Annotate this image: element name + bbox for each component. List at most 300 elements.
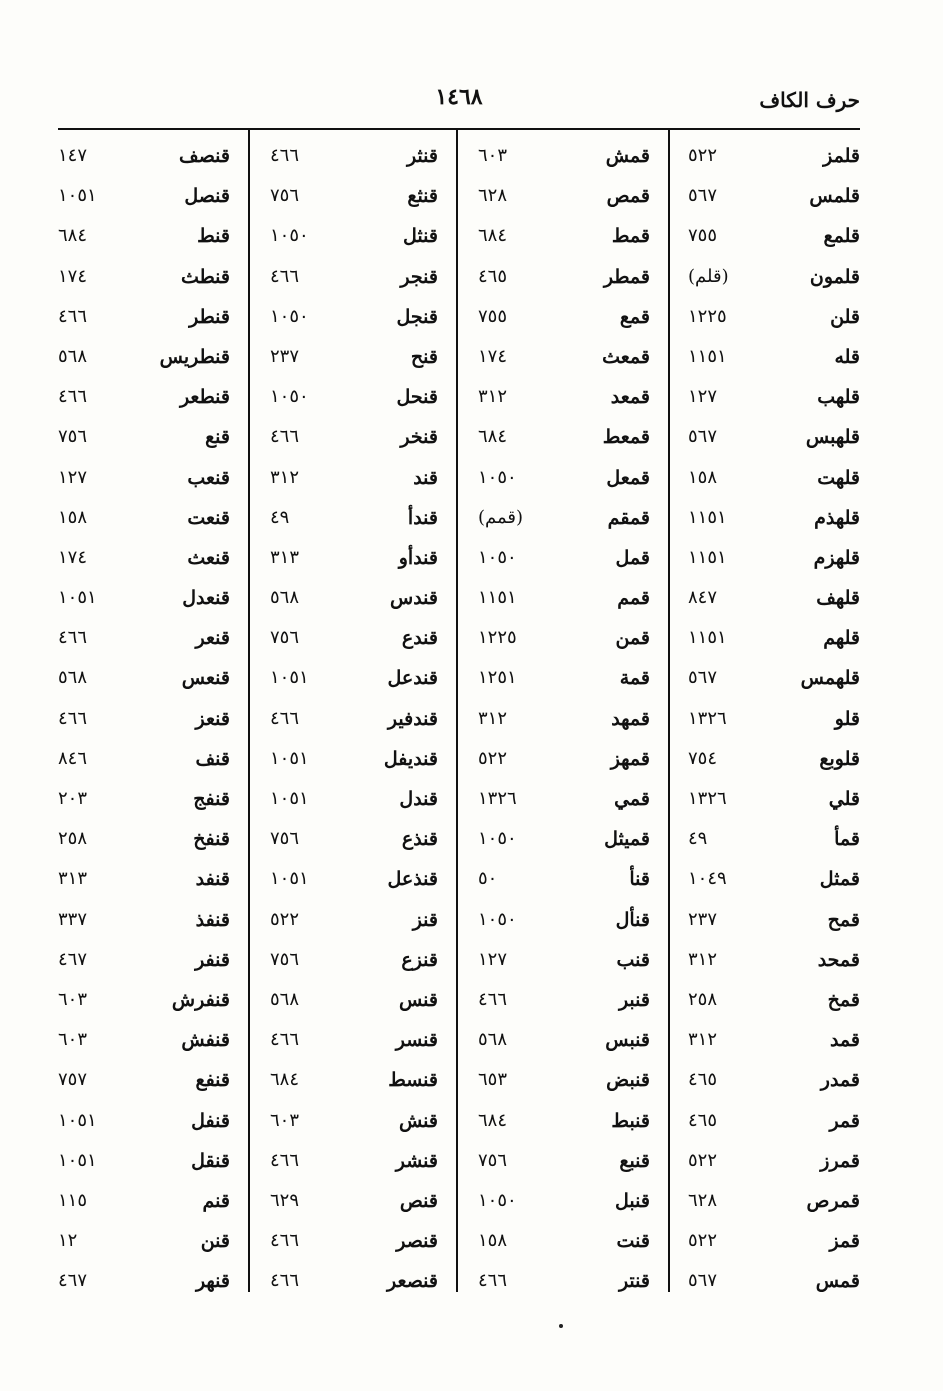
- entry-word: قلهبس: [805, 426, 860, 449]
- entry-page-number: ١٠٥٠: [478, 908, 517, 930]
- entry-word: قنأ: [629, 868, 650, 891]
- entry-page-number: ١١٥: [58, 1189, 88, 1211]
- index-entry: [58, 501, 230, 541]
- entry-word: قنص: [399, 1189, 438, 1212]
- index-entry: [688, 179, 860, 219]
- entry-page-number: ١٢٧: [688, 386, 718, 408]
- entry-word: قنن: [200, 1230, 230, 1253]
- entry-page-number: ٥٢٢: [688, 145, 718, 166]
- index-entry: [478, 661, 650, 701]
- index-entry: [688, 742, 860, 782]
- entry-page-number: ٦٠٣: [58, 988, 88, 1010]
- index-entry: [58, 702, 230, 742]
- entry-page-number: ١٢٥١: [478, 667, 517, 689]
- index-entry: [270, 903, 438, 943]
- index-entry: [688, 1184, 860, 1224]
- index-entry: [688, 1264, 860, 1304]
- index-entry: [478, 822, 650, 862]
- entry-word: قنفج: [193, 788, 230, 810]
- entry-word: قنعب: [187, 466, 230, 489]
- entry-word: قندع: [401, 627, 438, 650]
- entry-page-number: ١٠٥٠: [270, 386, 309, 408]
- entry-word: قمحد: [817, 948, 860, 971]
- entry-word: قلهذم: [814, 506, 860, 529]
- entry-page-number: ٧٥٥: [688, 225, 718, 247]
- entry-word: قنطعر: [179, 386, 230, 409]
- entry-page-number: ٨٤٧: [688, 587, 718, 609]
- entry-page-number: ٧٥٥: [478, 305, 508, 327]
- entry-word: قنخر: [400, 426, 438, 449]
- entry-page-number: ١٠٥٠: [478, 546, 517, 568]
- entry-word: قنبع: [619, 1149, 650, 1172]
- entry-page-number: ٥٦٧: [688, 185, 718, 207]
- entry-word: قنزع: [401, 948, 438, 971]
- entry-word: قمس: [815, 1270, 860, 1293]
- index-entry: [58, 1104, 230, 1144]
- entry-page-number: ٤٦٦: [58, 627, 88, 649]
- index-column-4: [58, 139, 230, 1304]
- index-entry: [478, 1264, 650, 1304]
- entry-page-number: ٣١٢: [688, 1029, 718, 1051]
- index-entry: [478, 380, 650, 420]
- entry-word: قندس: [390, 587, 438, 610]
- entry-word: قلهمس: [800, 667, 860, 690]
- entry-word: قنشر: [395, 1149, 438, 1172]
- entry-word: قمم: [617, 587, 650, 610]
- column-divider: [668, 130, 670, 1292]
- entry-word: قلمس: [809, 185, 860, 208]
- index-column-2: [478, 139, 650, 1304]
- entry-word: قمة: [619, 667, 650, 690]
- entry-word: قندعل: [387, 667, 438, 690]
- entry-page-number: ١٧٤: [478, 345, 508, 367]
- entry-word: قنبر: [618, 988, 650, 1011]
- index-entry: [478, 943, 650, 983]
- entry-word: قمد: [829, 1029, 860, 1052]
- entry-page-number: ٢٠٣: [58, 788, 88, 809]
- entry-word: قنب: [616, 948, 650, 971]
- index-entry: [58, 782, 230, 822]
- index-entry: [478, 1224, 650, 1264]
- index-entry: [58, 300, 230, 340]
- entry-page-number: ٧٥٦: [270, 185, 300, 207]
- entry-word: قلمون: [809, 265, 860, 288]
- entry-word: قمر: [829, 1109, 860, 1132]
- index-entry: [270, 501, 438, 541]
- index-entry: [478, 862, 650, 902]
- entry-word: قمدر: [820, 1069, 860, 1092]
- entry-page-number: ١٧٤: [58, 265, 88, 287]
- index-entry: [58, 541, 230, 581]
- entry-page-number: ١٣٢٦: [688, 707, 727, 729]
- index-entry: [688, 822, 860, 862]
- entry-page-number: ١٢: [58, 1230, 78, 1252]
- entry-word: قنصل: [184, 185, 230, 208]
- entry-page-number: ١١٥١: [688, 506, 727, 528]
- entry-page-number: ١٥٨: [478, 1230, 508, 1252]
- entry-page-number: ٦٨٤: [270, 1069, 300, 1091]
- entry-word: قنطريس: [159, 345, 230, 368]
- entry-page-number: ٤٦٦: [478, 1270, 508, 1292]
- index-entry: [270, 742, 438, 782]
- entry-word: قنعت: [187, 506, 230, 529]
- entry-word: قمهز: [610, 747, 650, 770]
- entry-page-number: ٦٠٣: [478, 145, 508, 166]
- entry-word: قند: [413, 466, 438, 489]
- entry-page-number: ٥٦٨: [270, 587, 300, 609]
- entry-page-number: ٤٦٦: [270, 707, 300, 729]
- entry-page-number: ٧٥٦: [58, 426, 88, 448]
- entry-word: قلهب: [817, 386, 860, 409]
- entry-page-number: ٦٢٩: [270, 1189, 300, 1211]
- index-entry: [270, 1063, 438, 1103]
- entry-word: قنصف: [179, 145, 230, 167]
- index-entry: [478, 340, 650, 380]
- index-entry: [688, 782, 860, 822]
- entry-page-number: ٦٠٣: [58, 1029, 88, 1051]
- entry-page-number: ٤٦٥: [688, 1109, 718, 1131]
- index-entry: [270, 943, 438, 983]
- footer-dot: [559, 1324, 563, 1328]
- entry-word: قمخ: [827, 988, 860, 1011]
- entry-word: قلهم: [823, 627, 860, 650]
- entry-page-number: ٤٦٧: [58, 948, 88, 970]
- entry-word: قمعد: [610, 386, 650, 409]
- index-entry: [58, 1184, 230, 1224]
- index-entry: [478, 139, 650, 179]
- entry-page-number: ١٤٧: [58, 145, 88, 166]
- index-entry: [58, 420, 230, 460]
- entry-page-number: ٣١٢: [688, 948, 718, 970]
- entry-page-number: ٥٠: [478, 868, 498, 890]
- entry-word: قمرص: [806, 1189, 860, 1212]
- index-entry: [688, 380, 860, 420]
- index-entry: [270, 1104, 438, 1144]
- entry-page-number: ٧٥٦: [270, 828, 300, 850]
- index-entry: [58, 139, 230, 179]
- index-entry: [688, 903, 860, 943]
- entry-word: قمعط: [602, 426, 650, 449]
- entry-page-number: (قمم): [478, 506, 524, 528]
- index-entry: [58, 581, 230, 621]
- entry-word: قنصعر: [387, 1270, 438, 1293]
- index-entry: [478, 179, 650, 219]
- index-entry: [270, 702, 438, 742]
- entry-page-number: ٥٢٢: [270, 908, 300, 930]
- index-entry: [478, 581, 650, 621]
- entry-word: قنأل: [615, 908, 650, 931]
- entry-word: قنعث: [187, 546, 230, 569]
- entry-word: قمع: [619, 305, 650, 328]
- entry-page-number: ٤٦٥: [688, 1069, 718, 1091]
- entry-word: قنح: [410, 345, 438, 368]
- index-entry: [58, 1264, 230, 1304]
- index-entry: [270, 661, 438, 701]
- entry-word: قله: [834, 345, 860, 368]
- entry-word: قنبط: [611, 1109, 650, 1132]
- entry-page-number: ٣١٢: [270, 466, 300, 488]
- entry-page-number: ٤٩: [270, 506, 290, 528]
- entry-word: قمعل: [606, 466, 650, 489]
- index-entry: [58, 903, 230, 943]
- entry-word: قمي: [614, 788, 650, 810]
- index-entry: [58, 1023, 230, 1063]
- entry-page-number: ١٠٤٩: [688, 868, 727, 890]
- index-entry: [58, 1224, 230, 1264]
- index-entry: [478, 1184, 650, 1224]
- entry-word: قمقم: [607, 506, 650, 529]
- index-entry: [688, 139, 860, 179]
- index-entry: [688, 661, 860, 701]
- entry-page-number: ٦٢٨: [478, 185, 508, 207]
- entry-page-number: ١٥٨: [688, 466, 718, 488]
- entry-page-number: ٥٢٢: [688, 1230, 718, 1252]
- entry-page-number: ٦٨٤: [478, 225, 508, 247]
- index-entry: [58, 340, 230, 380]
- entry-page-number: ١٠٥٠: [270, 225, 309, 247]
- index-entry: [688, 581, 860, 621]
- entry-page-number: ١٠٥١: [58, 1149, 97, 1171]
- entry-word: قنسر: [395, 1029, 438, 1052]
- entry-word: قنذعل: [387, 868, 438, 891]
- entry-page-number: ١٢٧: [478, 948, 508, 970]
- entry-word: قنجل: [396, 305, 438, 328]
- entry-word: قنعز: [195, 707, 230, 730]
- index-entry: [688, 702, 860, 742]
- index-entry: [270, 1184, 438, 1224]
- index-entry: [688, 1023, 860, 1063]
- index-entry: [478, 782, 650, 822]
- entry-page-number: ١٣٢٦: [478, 788, 517, 809]
- index-column-3: [270, 139, 438, 1304]
- index-entry: [270, 822, 438, 862]
- entry-word: قمص: [606, 185, 650, 208]
- entry-page-number: ٥٦٨: [478, 1029, 508, 1051]
- entry-word: قلهزم: [813, 546, 860, 569]
- entry-page-number: ١٠٥١: [270, 747, 309, 769]
- entry-page-number: ٤٦٦: [270, 1029, 300, 1051]
- column-divider: [248, 130, 250, 1292]
- entry-page-number: ٣١٢: [478, 386, 508, 408]
- entry-word: قلوبع: [819, 747, 860, 770]
- page-header: [58, 84, 860, 124]
- entry-page-number: ٧٥٤: [688, 747, 718, 769]
- entry-page-number: ١١٥١: [688, 627, 727, 649]
- entry-page-number: ٧٥٦: [270, 948, 300, 970]
- index-entry: [270, 983, 438, 1023]
- entry-word: قلمع: [823, 225, 860, 248]
- index-entry: [478, 1104, 650, 1144]
- entry-word: قمعث: [602, 345, 650, 368]
- entry-word: قمش: [605, 145, 650, 167]
- index-entry: [478, 1063, 650, 1103]
- entry-word: قنع: [205, 426, 230, 449]
- entry-word: قنهر: [195, 1270, 230, 1293]
- entry-page-number: ٨٤٦: [58, 747, 88, 769]
- header-rule: [58, 128, 860, 130]
- entry-word: قنف: [195, 747, 230, 770]
- entry-page-number: ٦٨٤: [58, 225, 88, 247]
- entry-page-number: ١٠٥٠: [478, 466, 517, 488]
- entry-page-number: ٢٥٨: [688, 988, 718, 1010]
- index-entry: [478, 461, 650, 501]
- entry-page-number: ٤٦٦: [270, 1149, 300, 1171]
- entry-word: قنطث: [180, 265, 230, 288]
- entry-page-number: ٢٥٨: [58, 828, 88, 850]
- entry-page-number: ٤٦٦: [270, 426, 300, 448]
- entry-word: قندفير: [387, 707, 438, 730]
- entry-page-number: ٦٨٤: [478, 426, 508, 448]
- entry-word: قنثع: [407, 185, 438, 208]
- entry-page-number: ٥٦٧: [688, 1270, 718, 1292]
- index-entry: [688, 943, 860, 983]
- entry-page-number: ١٠٥١: [58, 185, 97, 207]
- entry-word: قمثل: [819, 868, 860, 891]
- entry-word: قلهف: [816, 587, 860, 610]
- column-divider: [456, 130, 458, 1292]
- index-entry: [58, 1144, 230, 1184]
- entry-word: قندل: [399, 788, 438, 810]
- index-entry: [270, 260, 438, 300]
- entry-page-number: ١٠٥١: [58, 587, 97, 609]
- entry-word: قمط: [611, 225, 650, 248]
- entry-word: قنقل: [191, 1149, 230, 1172]
- entry-page-number: (قلم): [688, 265, 729, 287]
- entry-word: قندأو: [398, 546, 438, 569]
- index-entry: [478, 1144, 650, 1184]
- index-entry: [58, 380, 230, 420]
- entry-page-number: ٦٠٣: [270, 1109, 300, 1131]
- entry-word: قنعدل: [182, 587, 230, 610]
- entry-word: قنز: [412, 908, 438, 931]
- entry-page-number: ١٧٤: [58, 546, 88, 568]
- entry-page-number: ٣١٢: [478, 707, 508, 729]
- entry-page-number: ٤٦٦: [270, 1270, 300, 1292]
- index-entry: [270, 420, 438, 460]
- index-entry: [270, 1144, 438, 1184]
- index-entry: [688, 1224, 860, 1264]
- entry-page-number: ٣١٣: [58, 868, 88, 890]
- index-entry: [58, 219, 230, 259]
- entry-word: قنفر: [195, 948, 230, 971]
- index-entry: [478, 621, 650, 661]
- index-entry: [688, 300, 860, 340]
- entry-word: قنفد: [195, 868, 230, 891]
- index-entry: [58, 179, 230, 219]
- entry-word: قنبس: [605, 1029, 650, 1052]
- entry-word: قنس: [398, 988, 438, 1011]
- index-entry: [688, 461, 860, 501]
- entry-page-number: ٧٥٧: [58, 1069, 88, 1091]
- entry-page-number: ١٣٢٦: [688, 788, 727, 809]
- index-entry: [270, 340, 438, 380]
- index-entry: [688, 420, 860, 460]
- entry-word: قنفرش: [171, 988, 230, 1011]
- entry-page-number: ٥٦٧: [688, 667, 718, 689]
- index-entry: [478, 420, 650, 460]
- index-entry: [688, 340, 860, 380]
- index-entry: [478, 501, 650, 541]
- index-entry: [270, 300, 438, 340]
- index-entry: [478, 260, 650, 300]
- entry-word: قنديفل: [383, 747, 438, 770]
- entry-word: قنحل: [396, 386, 438, 409]
- index-entry: [688, 219, 860, 259]
- entry-page-number: ٥٢٢: [478, 747, 508, 769]
- index-entry: [270, 1264, 438, 1304]
- index-entry: [270, 862, 438, 902]
- index-entry: [270, 179, 438, 219]
- entry-page-number: ٤٦٦: [270, 145, 300, 166]
- entry-page-number: ٤٦٦: [270, 1230, 300, 1252]
- entry-page-number: ٧٥٦: [270, 627, 300, 649]
- index-entry: [270, 581, 438, 621]
- entry-page-number: ٥٦٨: [58, 667, 88, 689]
- entry-word: قنسط: [388, 1069, 438, 1092]
- entry-word: قنط: [197, 225, 230, 248]
- entry-word: قلن: [830, 305, 860, 328]
- entry-page-number: ٥٦٧: [688, 426, 718, 448]
- entry-word: قلهت: [817, 466, 860, 489]
- entry-page-number: ٤٦٦: [270, 265, 300, 287]
- index-entry: [58, 983, 230, 1023]
- index-entry: [58, 943, 230, 983]
- index-entry: [270, 621, 438, 661]
- index-entry: [270, 1224, 438, 1264]
- entry-page-number: ١٢٢٥: [478, 627, 517, 649]
- index-entry: [478, 983, 650, 1023]
- index-entry: [58, 661, 230, 701]
- entry-word: قنطر: [189, 305, 230, 328]
- index-entry: [58, 742, 230, 782]
- index-entry: [688, 621, 860, 661]
- entry-word: قمطر: [603, 265, 650, 288]
- entry-page-number: ٢٣٧: [270, 345, 300, 367]
- index-entry: [478, 1023, 650, 1063]
- entry-page-number: ١١٥١: [688, 345, 727, 367]
- entry-word: قنفخ: [193, 828, 230, 851]
- entry-page-number: ١٠٥١: [270, 788, 309, 809]
- entry-word: قمن: [615, 627, 650, 650]
- entry-word: قنم: [202, 1189, 230, 1212]
- entry-word: قنفذ: [195, 908, 230, 931]
- entry-word: قمأ: [834, 828, 860, 851]
- entry-word: قمز: [829, 1230, 860, 1253]
- entry-word: قمرز: [820, 1149, 860, 1172]
- entry-page-number: ١٥٨: [58, 506, 88, 528]
- entry-page-number: ٧٥٦: [478, 1149, 508, 1171]
- entry-word: قنش: [398, 1109, 438, 1132]
- entry-page-number: ١٠٥٠: [478, 1189, 517, 1211]
- entry-word: قنبل: [615, 1189, 650, 1212]
- entry-page-number: ١٠٥١: [270, 667, 309, 689]
- entry-page-number: ٤٦٦: [478, 988, 508, 1010]
- entry-page-number: ٥٢٢: [688, 1149, 718, 1171]
- index-entry: [58, 461, 230, 501]
- entry-word: قنعر: [195, 627, 230, 650]
- index-entry: [270, 219, 438, 259]
- index-entry: [270, 380, 438, 420]
- index-entry: [58, 1063, 230, 1103]
- entry-word: قنصر: [396, 1230, 438, 1253]
- index-column-1: [688, 139, 860, 1304]
- entry-word: قندأ: [407, 506, 438, 529]
- index-entry: [688, 501, 860, 541]
- index-entry: [688, 862, 860, 902]
- entry-word: قنفش: [181, 1029, 230, 1052]
- index-entry: [58, 621, 230, 661]
- entry-word: قلمز: [823, 145, 860, 167]
